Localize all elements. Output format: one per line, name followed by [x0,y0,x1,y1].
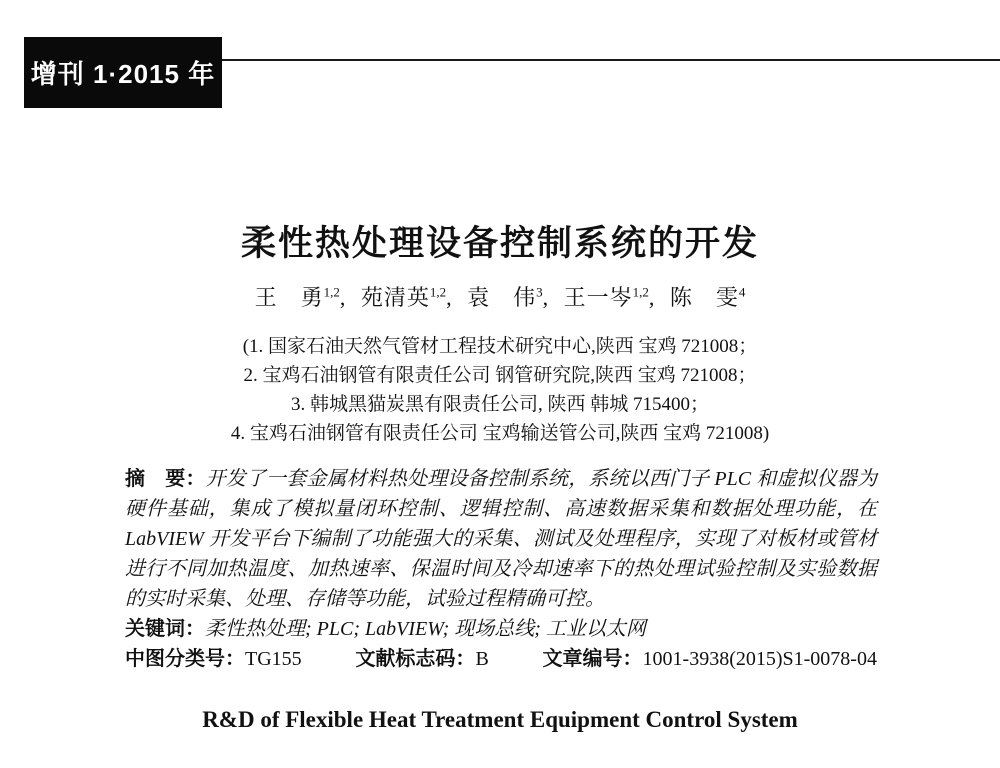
author-line [0,281,1000,312]
document-code-label: 文献标志码： [355,648,476,670]
affiliation-line: 3. 韩城黑猫炭黑有限责任公司, 陕西 韩城 715400； [290,394,709,415]
classification-line [125,644,877,674]
header-divider-rule [222,59,1000,61]
document-code [355,644,488,674]
keywords-text: 柔性热处理; PLC; LabVIEW; 现场总线; 工业以太网 [205,618,646,640]
front-matter-block [125,464,877,674]
author-name: 袁 伟$^3$ [467,284,543,310]
affiliation-line: 2. 宝鸡石油钢管有限责任公司 钢管研究院,陕西 宝鸡 721008； [243,365,757,386]
author-affil-superscript: 1,2 [323,284,340,300]
affiliation-line: (1. 国家石油天然气管材工程技术研究中心,陕西 宝鸡 721008； [242,336,758,357]
affiliation-list [0,332,1000,448]
author-name: 苑清英$^{1,2}$ [360,284,447,310]
author-separator: , [648,285,656,310]
document-code-value: B [475,648,489,670]
affiliation-line: 4. 宝鸡石油钢管有限责任公司 宝鸡输送管公司,陕西 宝鸡 721008) [230,423,770,444]
journal-issue-banner [24,37,222,108]
article-id-label: 文章编号： [542,648,643,670]
abstract-label: 摘 要： [125,468,206,490]
keywords-label: 关键词： [125,618,205,640]
article-title-chinese: 柔性热处理设备控制系统的开发 [240,224,759,264]
article-id-value: 1001-3938(2015)S1-0078-04 [642,648,877,670]
keywords-line [125,614,877,644]
author-separator: , [339,285,347,310]
abstract-text: 开发了一套金属材料热处理设备控制系统，系统以西门子 PLC 和虚拟仪器为硬件基础，集成了模拟量闭环控制、逻辑控制、高速数据采集和数据处理功能，在 LabVIEW 开发平台下编制了功能强大的采集、测试及处理程序，实现了对板材或管材进行不同加热温度、加热速率、保温时间及冷却速率下的热处理试验控制及实验数据的实时采集、处理、存储等功能，试验过程精确可控。 [125,468,877,610]
author-affil-superscript: 4 [738,284,746,300]
author-affil-superscript: 1,2 [632,284,649,300]
author-name: 王 勇$^{1,2}$ [254,284,340,310]
author-affil-superscript: 1,2 [429,284,447,300]
author-name: 王一岑$^{1,2}$ [563,284,649,310]
article-id [543,644,877,674]
abstract-paragraph [125,464,877,614]
author-separator: , [446,285,453,310]
author-name: 陈 雯$^4$ [669,284,746,310]
author-affil-superscript: 3 [536,284,543,300]
journal-issue-label: 增刊 1·2015 年 [30,59,216,89]
author-separator: , [542,285,550,310]
article-title-english: R&D of Flexible Heat Treatment Equipment Control System [202,707,798,732]
clc-number [125,644,302,674]
clc-label: 中图分类号： [125,648,245,670]
clc-value: TG155 [245,648,302,670]
